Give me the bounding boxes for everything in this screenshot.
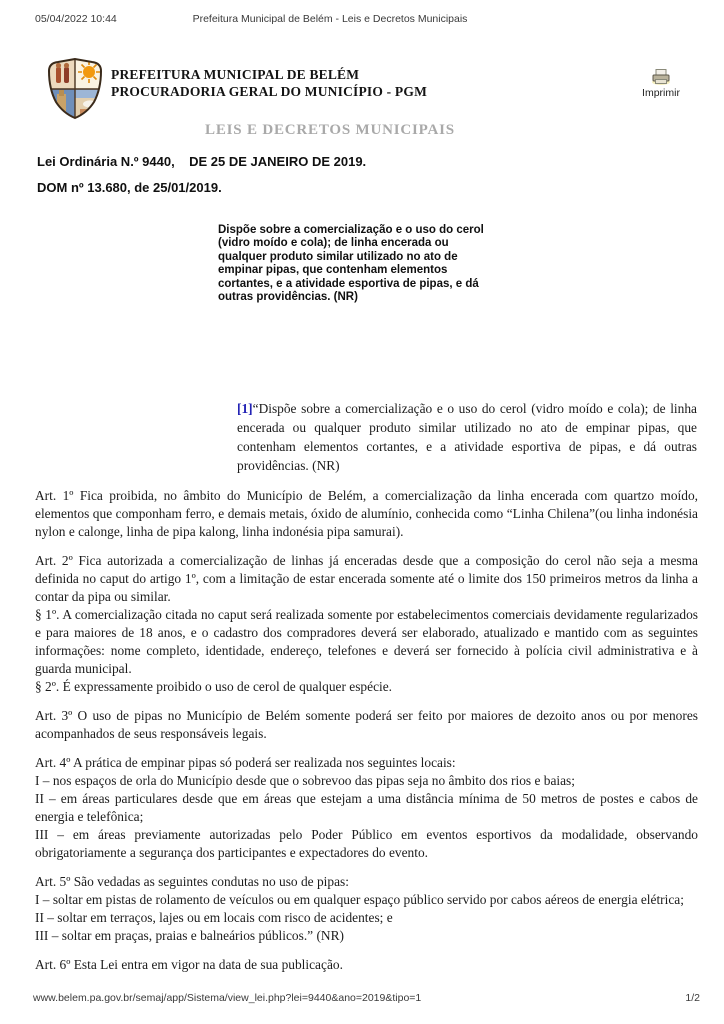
article-1-caput: Art. 1º Fica proibida, no âmbito do Município de Belém, a comercialização da linha encerada com quartzo moído, elementos que componham ferro, e demais metais, óxido de alumínio, conhecida como “Linha Chilena”(ou linha indonésia nylon e calonge, linha de pipa kalong, linha indonésia pipa samurai). (35, 488, 698, 539)
footnote-ref-link[interactable]: [1] (237, 401, 253, 416)
article-2-paragraph-2: § 2º. É expressamente proibido o uso de cerol de qualquer espécie. (35, 679, 393, 694)
article-4-item-3: III – em áreas previamente autorizadas pelo Poder Público em eventos esportivos da modalidade, observando obrigatoriamente a segurança dos participantes e expectadores do evento. (35, 827, 698, 860)
article-3-caput: Art. 3º O uso de pipas no Município de Belém somente poderá ser feito por maiores de dezoito anos ou por menores acompanhados de seus responsáveis legais. (35, 708, 698, 741)
organization-name (111, 66, 427, 100)
article-2-caput: Art. 2º Fica autorizada a comercialização de linhas já enceradas desde que a composição do cerol não seja a mesma definida no caput do artigo 1º, com a limitação de estar encerada somente até o limite dos 150 primeiros metros da linha a contar da pipa ou similar. (35, 553, 698, 604)
coat-of-arms-logo (44, 57, 106, 120)
print-datetime: 05/04/2022 10:44 (35, 13, 117, 25)
law-body (35, 487, 698, 974)
print-button-label: Imprimir (642, 87, 680, 99)
footer-url: www.belem.pa.gov.br/semaj/app/Sistema/view_lei.php?lei=9440&ano=2019&tipo=1 (33, 992, 422, 1004)
article-5 (35, 873, 698, 945)
article-2-paragraph-1: § 1º. A comercialização citada no caput será realizada somente por estabelecimentos comerciais devidamente regularizados e para maiores de 18 anos, e o cadastro dos compradores deverá ser elaborado, atualizado e mantido com as seguintes informações: nome completo, identidade, endereço, telefones e deverá ser fornecido à polícia civil administrativa e à guarda municipal. (35, 607, 698, 676)
article-5-item-1: I – soltar em pistas de rolamento de veículos ou em qualquer espaço público servido por cabos aéreos de energia elétrica; (35, 892, 684, 907)
article-4-item-2: II – em áreas particulares desde que em áreas que estejam a uma distância mínima de 50 metros de postes e cabos de energia e telefônica; (35, 791, 698, 824)
article-5-item-2: II – soltar em terraços, lajes ou em locais com risco de acidentes; e (35, 910, 393, 925)
amended-ementa-paragraph (237, 399, 697, 475)
org-name-line1: PREFEITURA MUNICIPAL DE BELÉM (111, 67, 360, 82)
print-footer (33, 992, 700, 1004)
law-title: Lei Ordinária N.º 9440, DE 25 DE JANEIRO DE 2019. (37, 154, 367, 169)
section-heading: LEIS E DECRETOS MUNICIPAIS (205, 122, 455, 138)
law-ementa: Dispõe sobre a comercialização e o uso do cerol (vidro moído e cola); de linha encerada ou qualquer produto similar utilizado no ato de empinar pipas, que contenham elementos cortantes, e a atividade esportiva de pipas, e dá outras providências. (NR) (218, 224, 484, 304)
print-button[interactable] (633, 68, 689, 99)
article-4-caput: Art. 4º A prática de empinar pipas só poderá ser realizada nos seguintes locais: (35, 755, 456, 770)
article-6-caput: Art. 6º Esta Lei entra em vigor na data de sua publicação. (35, 957, 343, 972)
article-4-item-1: I – nos espaços de orla do Município desde que o sobrevoo das pipas seja no âmbito dos rios e baias; (35, 773, 575, 788)
article-5-caput: Art. 5º São vedadas as seguintes condutas no uso de pipas: (35, 874, 349, 889)
footer-page-number: 1/2 (685, 992, 700, 1004)
print-page-title: Prefeitura Municipal de Belém - Leis e Decretos Municipais (192, 13, 468, 25)
article-4 (35, 754, 698, 862)
amended-ementa-text: “Dispõe sobre a comercialização e o uso do cerol (vidro moído e cola); de linha encerada ou qualquer produto similar utilizado no ato de empinar pipas, que contenham elementos cortantes, e a atividade esportiva de pipas, e dá outras providências. (NR) (237, 401, 697, 473)
article-5-item-3: III – soltar em praças, praias e balneários públicos.” (NR) (35, 928, 344, 943)
law-dom-reference: DOM nº 13.680, de 25/01/2019. (37, 180, 222, 195)
article-1 (35, 487, 698, 541)
printer-icon (650, 68, 672, 86)
article-3 (35, 707, 698, 743)
article-2 (35, 552, 698, 696)
org-name-line2: PROCURADORIA GERAL DO MUNICÍPIO - PGM (111, 84, 428, 99)
article-6 (35, 956, 698, 974)
